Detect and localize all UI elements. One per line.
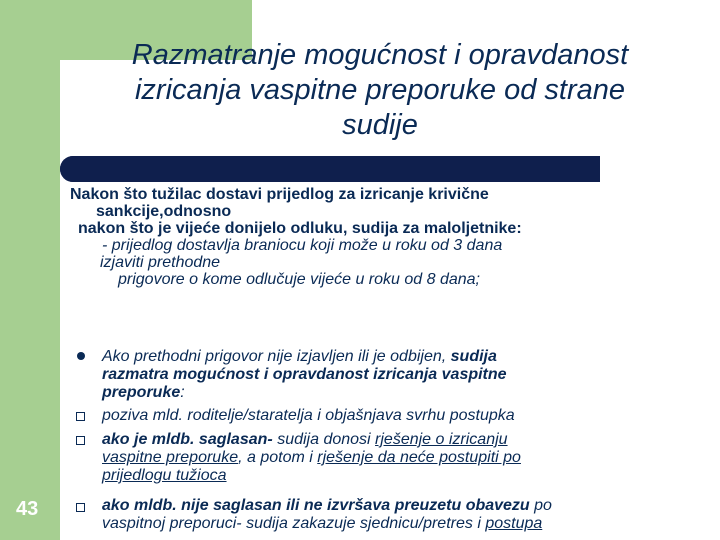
bullet-4-text-c: vaspitnoj preporuci- — [102, 515, 242, 532]
bullet-square-icon — [76, 412, 85, 421]
bullet-1-line-1 — [102, 348, 497, 366]
bullet-3-line-3: prijedlogu tužioca — [102, 467, 227, 484]
title-line-1: Razmatranje mogućnost i opravdanost — [131, 39, 629, 71]
intro-line-4: - prijedlog dostavlja braniocu koji može u roku od 3 dana — [102, 237, 503, 254]
bullet-3-text-b: sudija donosi — [277, 431, 371, 448]
bullet-1-text-d: preporuke — [102, 384, 181, 401]
bullet-3-line-2 — [102, 449, 521, 467]
bullet-2-line-1: poziva mld. roditelje/staratelja i objašnjava svrhu postupka — [102, 407, 515, 424]
bullet-square-icon — [76, 436, 85, 445]
intro-line-2: sankcije,odnosno — [96, 203, 232, 220]
green-side-band — [0, 0, 60, 540]
intro-text — [70, 186, 670, 288]
bullet-4-line-2 — [102, 515, 542, 533]
bullet-square-icon — [76, 503, 85, 512]
title-line-2: izricanja vaspitne preporuke od strane — [134, 74, 626, 106]
bullet-1-line-3 — [102, 384, 185, 402]
bullet-4-text-e: postupa — [485, 515, 543, 532]
intro-line-1: Nakon što tužilac dostavi prijedlog za izricanje krivične — [70, 186, 489, 203]
bullet-1-text-b: sudija — [450, 348, 497, 365]
bullet-4-text-b: po — [534, 497, 552, 514]
bullet-4-text-a: ako mldb. nije saglasan ili ne izvršava preuzetu obavezu — [102, 497, 530, 514]
intro-line-6: prigovore o kome odlučuje vijeće u roku od 8 dana; — [118, 271, 480, 288]
divider-bar — [60, 156, 600, 182]
bullet-1-line-2: razmatra mogućnost i opravdanost izricanja vaspitne — [102, 366, 507, 383]
bullet-4-line-1 — [102, 497, 552, 515]
page-number: 43 — [16, 498, 39, 520]
bullet-3-text-f: rješenje da neće postupiti po — [317, 449, 521, 466]
bullet-3-text-d: vaspitne preporuke — [102, 449, 239, 466]
bullet-3-text-c: rješenje o izricanju — [375, 431, 508, 448]
title-line-3: sudije — [342, 109, 418, 141]
bullet-1-text-e: : — [180, 384, 185, 401]
bullet-1-text-a: Ako prethodni prigovor nije izjavljen ili je odbijen, — [102, 348, 447, 365]
intro-line-3: nakon što je vijeće donijelo odluku, sudija za maloljetnike: — [78, 220, 522, 237]
bullet-dot-icon — [77, 352, 85, 360]
bullet-3-text-a: ako je mldb. saglasan- — [102, 431, 273, 448]
bullet-3-text-e: , a potom i — [238, 449, 313, 466]
bullet-4-text-d: sudija zakazuje sjednicu/pretres i — [246, 515, 481, 532]
intro-line-5: izjaviti prethodne — [100, 254, 221, 271]
bullet-3-line-1 — [102, 431, 508, 449]
slide-title — [90, 38, 670, 143]
